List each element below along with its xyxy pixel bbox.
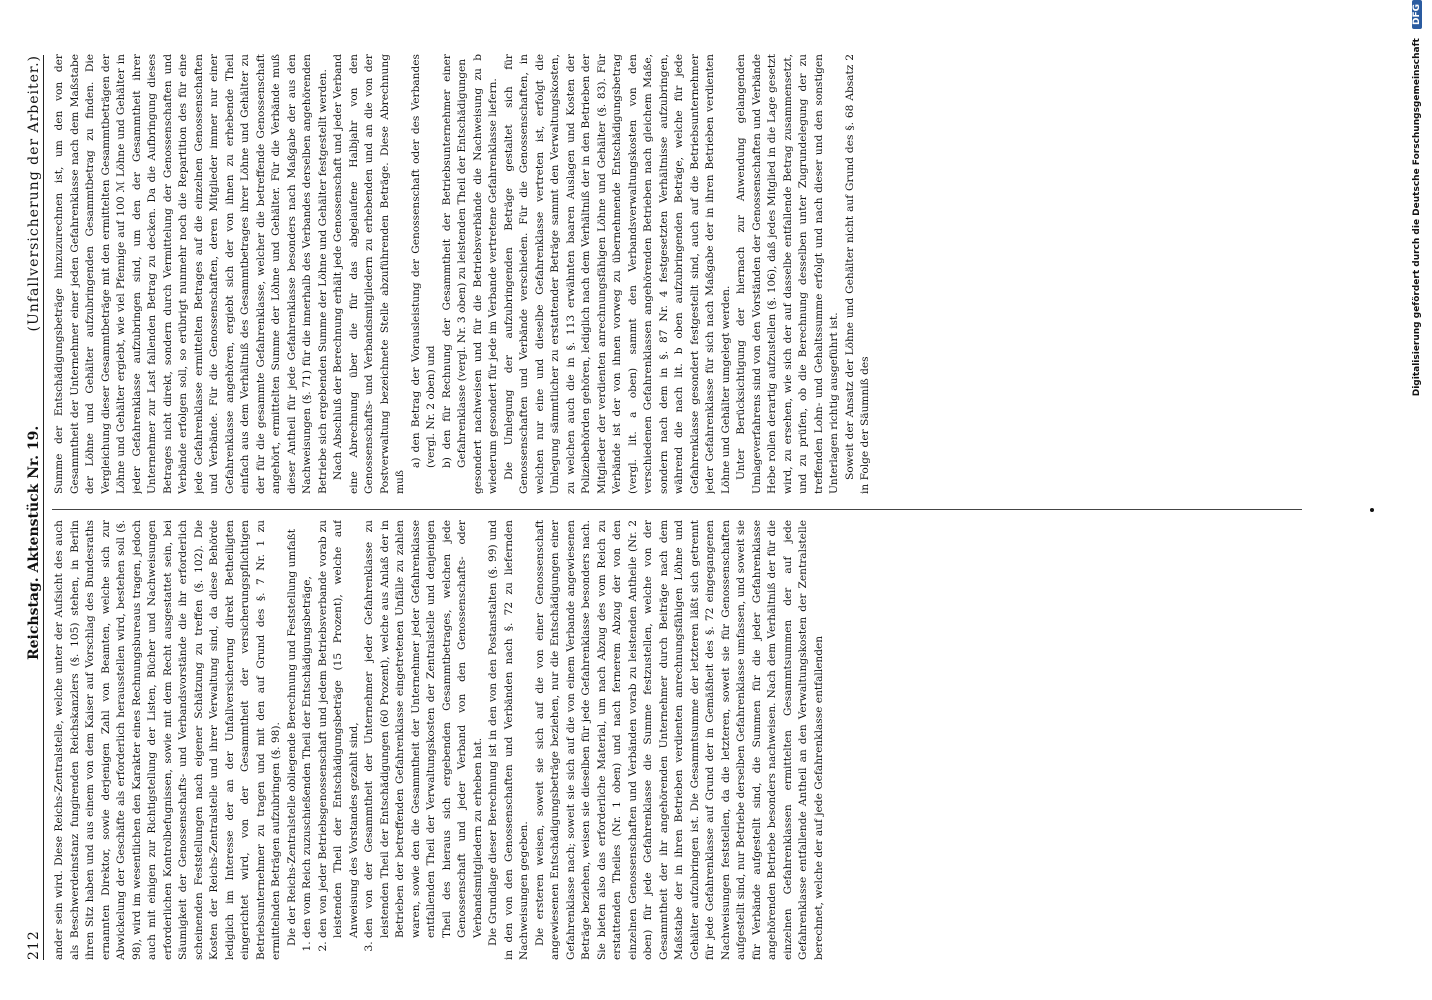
list-item: 2. den von jeder Betriebsgenossenschaft und jedem Betriebsverbande vorab zu leistenden Theil der Entschädigungsbeträge (15 Prozent), welche auf Anweisung des Vorstandes gezahlt sind, [316, 520, 363, 938]
paragraph: Summe der Entschädigungsbeträge hinzuzurechnen ist, um den von der Gesammtheit der Unternehmer einer jeden Gefahrenklasse nach dem Maßstabe der Löhne und Gehälter aufzubringenden Gesammtbetrag zu finden. Die Vergleichung dieser Gesammtbeträge mit den ermittelten Gesammtbeträgen der Löhne und Gehälter ergiebt, wie viel Pfennige auf 100 ℳ Löhne und Gehälter in jeder Gefahrenklasse aufzubringen sind, um den der Gesammtheit ihrer Unternehmer zur Last fallenden Betrag zu decken. Da die Aufbringung dieses Betrages nicht direkt, sondern durch Vermittelung der Genossenschaften und Verbände erfolgen soll, so erübrigt nunmehr noch die Repartition des für eine jede Gefahrenklasse ermittelten Betrages auf die einzelnen Genossenschaften und Verbände. Für die Genossenschaften, deren Mitglieder immer nur einer Gefahrenklasse angehören, ergiebt sich der von ihnen zu erhebende Theil einfach aus dem Verhältniß des Gesammtbetrages ihrer Löhne und Gehälter zu der für die gesammte Gefahrenklasse, welcher die betreffende Genossenschaft angehört, ermittelten Summe der Löhne und Gehälter. Für die Verbände muß dieser Antheil für jede Gefahrenklasse besonders nach Maßgabe der aus den Nachweisungen (§. 71) für die innerhalb des Verbandes derselben angehörenden Betriebe sich ergebenden Summe der Löhne und Gehälter festgestellt werden. [53, 54, 329, 494]
paragraph: Die der Reichs-Zentralstelle obliegende Berechnung und Feststellung umfaßt [285, 528, 298, 946]
column-divider [52, 509, 1302, 510]
list-item: 3. den von der Gesammtheit der Unternehmer jeder Gefahrenklasse zu leistenden Theil der Entschädigungen (60 Prozent), welche aus Anlaß der in Betrieben der betreffenden Gefahrenklasse eingetretenen Unfälle zu zahlen waren, sowie den die Gesammtheit der Unternehmer jeder Gefahrenklasse entfallenden Theil der Verwaltungskosten der Zentralstelle und denjenigen Theil des hieraus sich ergebenden Gesammtbetrages, welchen jede Genossenschaft und jeder Verband von den Genossenschafts- oder Verbandsmitgliedern zu erheben hat. [362, 520, 486, 938]
running-title: Reichstag. Aktenstück Nr. 19. [26, 425, 42, 660]
digitization-credit [1412, 0, 1430, 1000]
paragraph: Die Umlegung der aufzubringenden Beträge gestaltet sich für Genossenschaften und Verbände verschieden. Für die Genossenschaften, in welchen nur eine und dieselbe Gefahrenklasse vertreten ist, erfolgt die Umlegung sämmtlicher zu erstattender Beträge sammt den Verwaltungskosten, zu welchen auch die in §. 113 erwähnten baaren Auslagen und Kosten der Polizeibehörden gehören, lediglich nach dem Verhältniß der in den Betrieben der Mitglieder der verdienten anrechnungsfähigen Löhne und Gehälter (§. 83). Für Verbände ist der von ihnen vorweg zu übernehmende Entschädigungsbetrag (vergl. lit. a oben) sammt den Verbandsverwaltungskosten von den verschiedenen Gefahrenklassen angehörenden Betrieben nach gleichem Maße, sondern nach dem in §. 87 Nr. 4 festgesetzten Verhältnisse aufzubringen, während die nach lit. b oben aufzubringenden Beträge, welche für jede Gefahrenklasse gesondert festgestellt sind, auch auf die Betriebsunternehmer jeder Gefahrenklasse für sich nach Maßgabe der in ihren Betrieben verdienten Löhne und Gehälter umgelegt werden. [502, 54, 732, 494]
paragraph: Unter Berücksichtigung der hiernach zur Anwendung gelangenden Umlageverfahrens sind von den Vorständen der Genossenschaften und Verbände Hebe rollen derartig aufzustellen (§. 106), daß jedes Mitglied in die Lage gesetzt wird, zu ersehen, wie sich der auf dasselbe entfallende Betrag zusammensetzt, und zu prüfen, ob die Berechnung desselben unter Zugrundelegung der zu treffenden Lohn- und Gehaltssumme erfolgt und nach dieser und den sonstigen Unterlagen richtig ausgeführt ist. [735, 54, 840, 494]
paragraph: ander sein wird. Diese Reichs-Zentralstelle, welche unter der Aufsicht des auch als Beschwerdeinstanz fungirenden Reichskanzlers (§. 105) stehen, in Berlin ihren Sitz haben und aus einem von dem Kaiser auf Vorschlag des Bundesraths ernannten Direktor, sowie derjenigen Zahl von Beamten, welche sich zur Abwickelung der Geschäfte als erforderlich herausstellen wird, bestehen soll (§. 98), wird im wesentlichen den Karakter eines Rechnungsbureaus tragen, jedoch auch mit einigen zur Richtigstellung der Listen, Bücher und Nachweisungen erforderlichen Kontrolbefugnissen, sowie mit dem Recht ausgestattet sein, bei Säumigkeit der Genossenschafts- und Verbandsvorstände die ihr erforderlich scheinenden Feststellungen nach eigener Schätzung zu treffen (§. 102). Die Kosten der Reichs-Zentralstelle und ihrer Verwaltung sind, da diese Behörde lediglich im Interesse der an der Unfallversicherung direkt Betheiligten eingerichtet wird, von der Gesammtheit der versicherungspflichtigen Betriebsunternehmer zu tragen und mit den auf Grund des §. 7 Nr. 1 zu ermittelnden Beträgen aufzubringen (§. 98). [53, 520, 282, 960]
section-title: (Unfallversicherung der Arbeiter.) [26, 55, 42, 332]
paragraph: Die Grundlage dieser Berechnung ist in den von den Postanstalten (§. 99) und in den von den Genossenschaften und Verbänden nach §. 72 zu liefernden Nachweisungen gegeben. [487, 520, 530, 960]
paragraph: Die ersteren weisen, soweit sie sich auf die von einer Genossenschaft angewiesenen Entschädigungsbeträge beziehen, nur die Entschädigungen einer Gefahrenklasse nach; soweit sie sich auf die von einem Verbande angewiesenen Beträge beziehen, weisen sie dieselben für jede Gefahrenklasse besonders nach. Sie bieten also das erforderliche Material, um nach Abzug des vom Reich zu erstattenden Theiles (Nr. 1 oben) und nach fernerem Abzug der von den einzelnen Genossenschaften und Verbänden vorab zu leistenden Antheile (Nr. 2 oben) für jede Gefahrenklasse die Summe festzustellen, welche von der Gesammtheit der ihr angehörenden Unternehmer durch Beiträge nach dem Maßstabe der in ihren Betrieben verdienten anrechnungsfähigen Löhne und Gehälter aufzubringen ist. Die Gesammtsumme der letzteren läßt sich getrennt für jede Gefahrenklasse auf Grund der in Gemäßheit des §. 72 eingegangenen Nachweisungen feststellen, da die letzteren, soweit sie für Genossenschaften aufgestellt sind, nur Betriebe derselben Gefahrenklasse umfassen, und soweit sie für Verbände aufgestellt sind, die Summen für die jeder Gefahrenklasse angehörenden Betriebe besonders nachweisen. Nach dem Verhältniß der für die einzelnen Gefahrenklassen ermittelten Gesammtsummen der auf jede Gefahrenklasse entfallende Antheil an den Verwaltungskosten der Zentralstelle berechnet, welche der auf jede Gefahrenklasse entfallenden [533, 520, 825, 960]
paragraph: Soweit der Ansatz der Löhne und Gehälter nicht auf Grund des §. 68 Absatz 2 in Folge der Säumniß des [843, 54, 871, 494]
header-rule [43, 55, 44, 960]
numbered-list [300, 520, 486, 960]
page-number: 212 [26, 930, 42, 960]
scan-dot [1370, 508, 1374, 512]
paragraph: gesondert nachweisen und für die Betriebsverbände die Nachweisung zu b wiederum gesondert für jede im Verbande vertretene Gefahrenklasse liefern. [471, 54, 499, 494]
paragraph: Nach Abschluß der Berechnung erhält jede Genossenschaft und jeder Verband eine Abrechnung über die für das abgelaufene Halbjahr von den Genossenschafts- und Verbandsmitgliedern zu erhebenden und an die von der Postverwaltung bezeichnete Stelle abzuführenden Beträge. Diese Abrechnung muß [332, 54, 406, 494]
sub-item: a) den Betrag der Vorausleistung der Genossenschaft oder des Verbandes (vergl. Nr. 2 oben) und [409, 54, 437, 468]
sub-item: b) den für Rechnung der Gesammtheit der Betriebsunternehmer einer Gefahrenklasse (vergl. Nr. 3 oben) zu leistenden Theil der Entschädigungen [440, 54, 468, 468]
dfg-logo: DFG [1412, 0, 1422, 29]
right-column [52, 54, 1302, 494]
credit-text: Digitalisierung gefördert durch die Deutsche Forschungsgemeinschaft [1412, 38, 1422, 397]
left-column [52, 520, 1302, 960]
list-item: 1. den vom Reich zuzuschießenden Theil der Entschädigungsbeträge, [300, 520, 316, 938]
page-header [6, 55, 42, 960]
